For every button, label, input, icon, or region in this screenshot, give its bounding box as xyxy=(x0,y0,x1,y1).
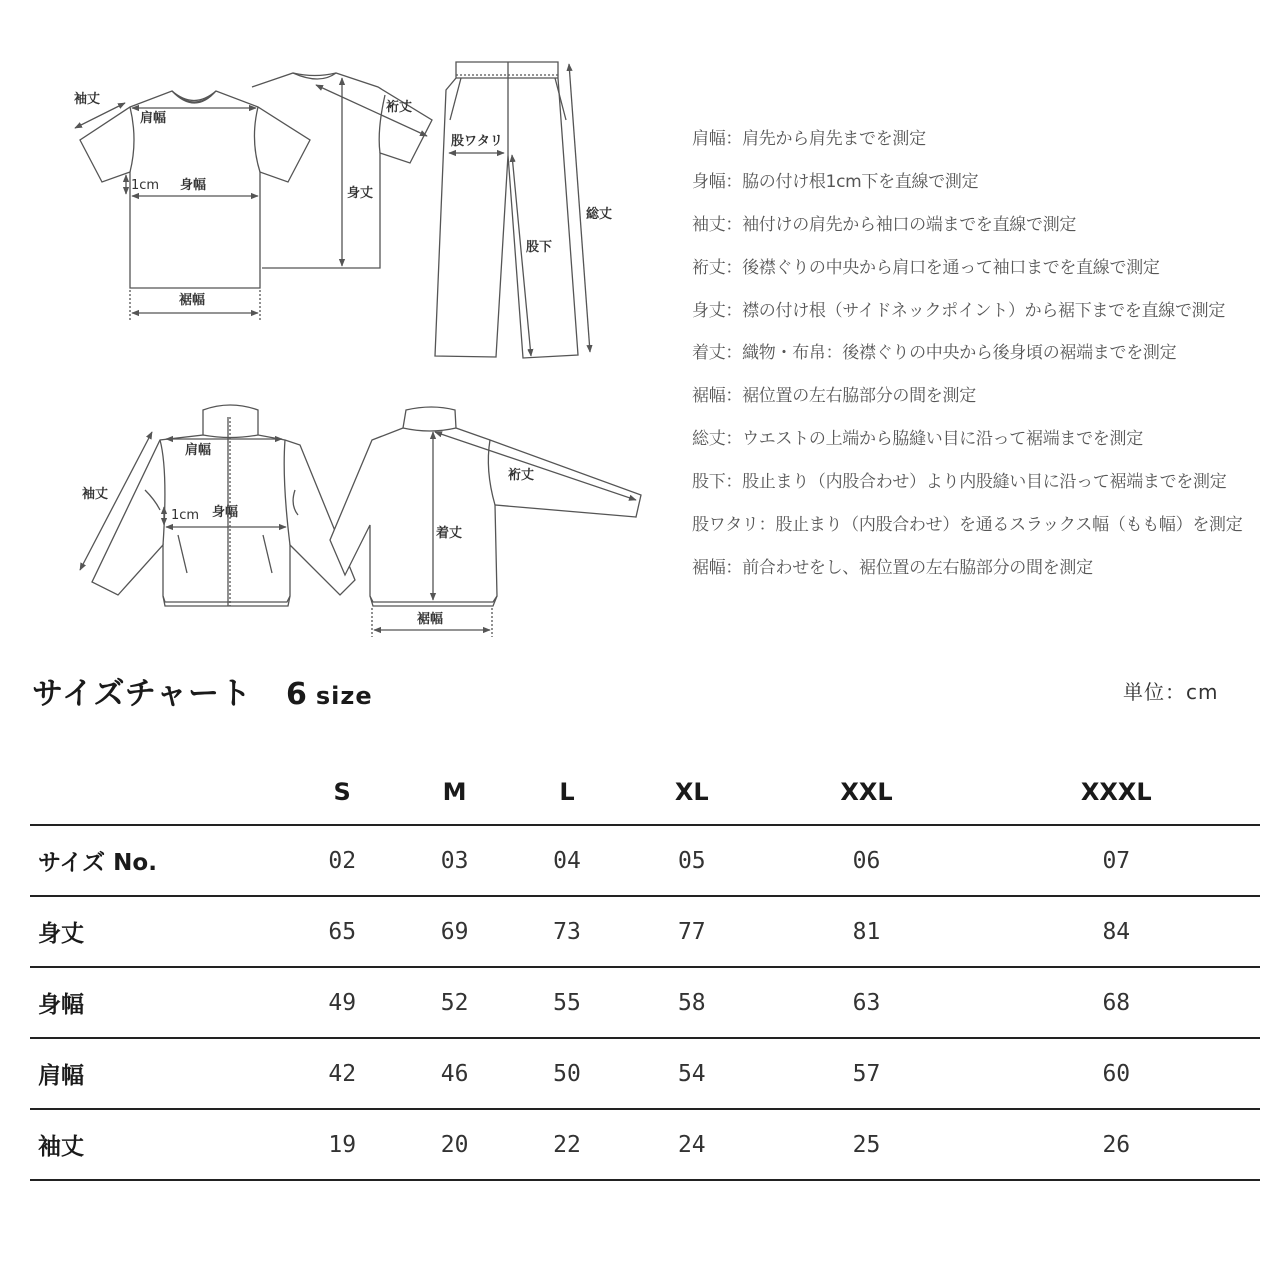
label-pants-inseam: 股下 xyxy=(526,240,553,255)
label-jacket-offset: 1cm xyxy=(171,508,200,523)
size-count: 6 xyxy=(285,677,308,712)
col-header-xxl: XXL xyxy=(760,760,972,825)
cell: 24 xyxy=(623,1109,760,1180)
label-tshirt-shoulder-width: 肩幅 xyxy=(140,111,167,126)
label-jacket-garment-length: 着丈 xyxy=(436,526,463,541)
label-jacket-hem-width: 裾幅 xyxy=(417,612,444,627)
cell: 60 xyxy=(973,1038,1260,1109)
cell: 49 xyxy=(286,967,398,1038)
size-header-row xyxy=(30,760,1260,825)
col-header-xl: XL xyxy=(623,760,760,825)
cell: 73 xyxy=(511,896,623,967)
tshirt-front-drawing xyxy=(75,91,310,322)
table-row xyxy=(30,825,1260,896)
cell: 81 xyxy=(760,896,972,967)
label-tshirt-sleeve-length: 袖丈 xyxy=(74,92,101,107)
cell: 42 xyxy=(286,1038,398,1109)
label-jacket-sleeve-length: 袖丈 xyxy=(82,487,109,502)
size-table xyxy=(30,760,1260,1181)
col-header-m: M xyxy=(398,760,510,825)
cell: 26 xyxy=(973,1109,1260,1180)
note-shoulder-width: 肩幅：肩先から肩先までを測定 xyxy=(692,129,926,149)
note-inseam: 股下：股止まり（内股合わせ）より内股縫い目に沿って裾端までを測定 xyxy=(692,472,1227,493)
label-jacket-shoulder-width: 肩幅 xyxy=(185,443,212,458)
cell: 20 xyxy=(398,1109,510,1180)
row-label-body-length: 身丈 xyxy=(30,896,286,967)
label-pants-total-length: 総丈 xyxy=(586,207,613,222)
col-header-l: L xyxy=(511,760,623,825)
label-jacket-raglan-sleeve: 裄丈 xyxy=(508,468,535,483)
size-chart-title-text: サイズチャート xyxy=(32,676,252,712)
cell: 54 xyxy=(623,1038,760,1109)
garment-diagrams xyxy=(0,0,670,650)
table-row xyxy=(30,967,1260,1038)
cell: 65 xyxy=(286,896,398,967)
row-label-body-width: 身幅 xyxy=(30,967,286,1038)
measurement-notes xyxy=(692,128,1272,600)
note-thigh-width: 股ワタリ：股止まり（内股合わせ）を通るスラックス幅（もも幅）を測定 xyxy=(692,515,1243,536)
size-count-suffix: size xyxy=(315,682,373,710)
unit-label: 単位：cm xyxy=(1123,680,1219,704)
cell: 19 xyxy=(286,1109,398,1180)
label-jacket-body-width: 身幅 xyxy=(212,505,239,520)
label-tshirt-offset: 1cm xyxy=(131,178,160,193)
cell: 07 xyxy=(973,825,1260,896)
pants-drawing xyxy=(435,62,590,358)
cell: 68 xyxy=(973,967,1260,1038)
cell: 69 xyxy=(398,896,510,967)
cell: 05 xyxy=(623,825,760,896)
row-label-shoulder-width: 肩幅 xyxy=(30,1038,286,1109)
label-pants-thigh-width: 股ワタリ xyxy=(451,134,503,149)
note-hem-width: 裾幅：裾位置の左右脇部分の間を測定 xyxy=(692,386,976,407)
cell: 02 xyxy=(286,825,398,896)
table-row xyxy=(30,1038,1260,1109)
label-tshirt-raglan-sleeve: 裄丈 xyxy=(386,100,413,115)
row-label-size-no: サイズ No. xyxy=(30,825,286,896)
cell: 04 xyxy=(511,825,623,896)
note-total-length: 総丈：ウエストの上端から脇縫い目に沿って裾端までを測定 xyxy=(692,429,1143,450)
cell: 25 xyxy=(760,1109,972,1180)
cell: 57 xyxy=(760,1038,972,1109)
label-tshirt-hem-width: 裾幅 xyxy=(179,293,206,308)
label-tshirt-body-width: 身幅 xyxy=(180,178,207,193)
size-chart-title xyxy=(32,668,373,713)
note-raglan-sleeve: 裄丈：後襟ぐりの中央から肩口を通って袖口までを直線で測定 xyxy=(692,257,1160,278)
cell: 84 xyxy=(973,896,1260,967)
header-corner xyxy=(30,760,286,825)
cell: 55 xyxy=(511,967,623,1038)
note-sleeve-length: 袖丈：袖付けの肩先から袖口の端までを直線で測定 xyxy=(692,214,1077,235)
note-jacket-hem-width: 裾幅：前合わせをし、裾位置の左右脇部分の間を測定 xyxy=(692,557,1093,578)
col-header-s: S xyxy=(286,760,398,825)
col-header-xxxl: XXXL xyxy=(973,760,1260,825)
label-tshirt-body-length: 身丈 xyxy=(347,186,374,201)
note-body-width: 身幅：脇の付け根1cm下を直線で測定 xyxy=(692,171,979,192)
note-garment-length: 着丈：織物・布帛：後襟ぐりの中央から後身頃の裾端までを測定 xyxy=(692,343,1177,364)
cell: 06 xyxy=(760,825,972,896)
cell: 50 xyxy=(511,1038,623,1109)
table-row xyxy=(30,1109,1260,1180)
note-body-length: 身丈：襟の付け根（サイドネックポイント）から裾下までを直線で測定 xyxy=(692,300,1226,321)
cell: 22 xyxy=(511,1109,623,1180)
cell: 46 xyxy=(398,1038,510,1109)
cell: 03 xyxy=(398,825,510,896)
cell: 58 xyxy=(623,967,760,1038)
table-row xyxy=(30,896,1260,967)
cell: 77 xyxy=(623,896,760,967)
cell: 63 xyxy=(760,967,972,1038)
row-label-sleeve-length: 袖丈 xyxy=(30,1109,286,1180)
cell: 52 xyxy=(398,967,510,1038)
jacket-back-drawing xyxy=(330,407,641,637)
